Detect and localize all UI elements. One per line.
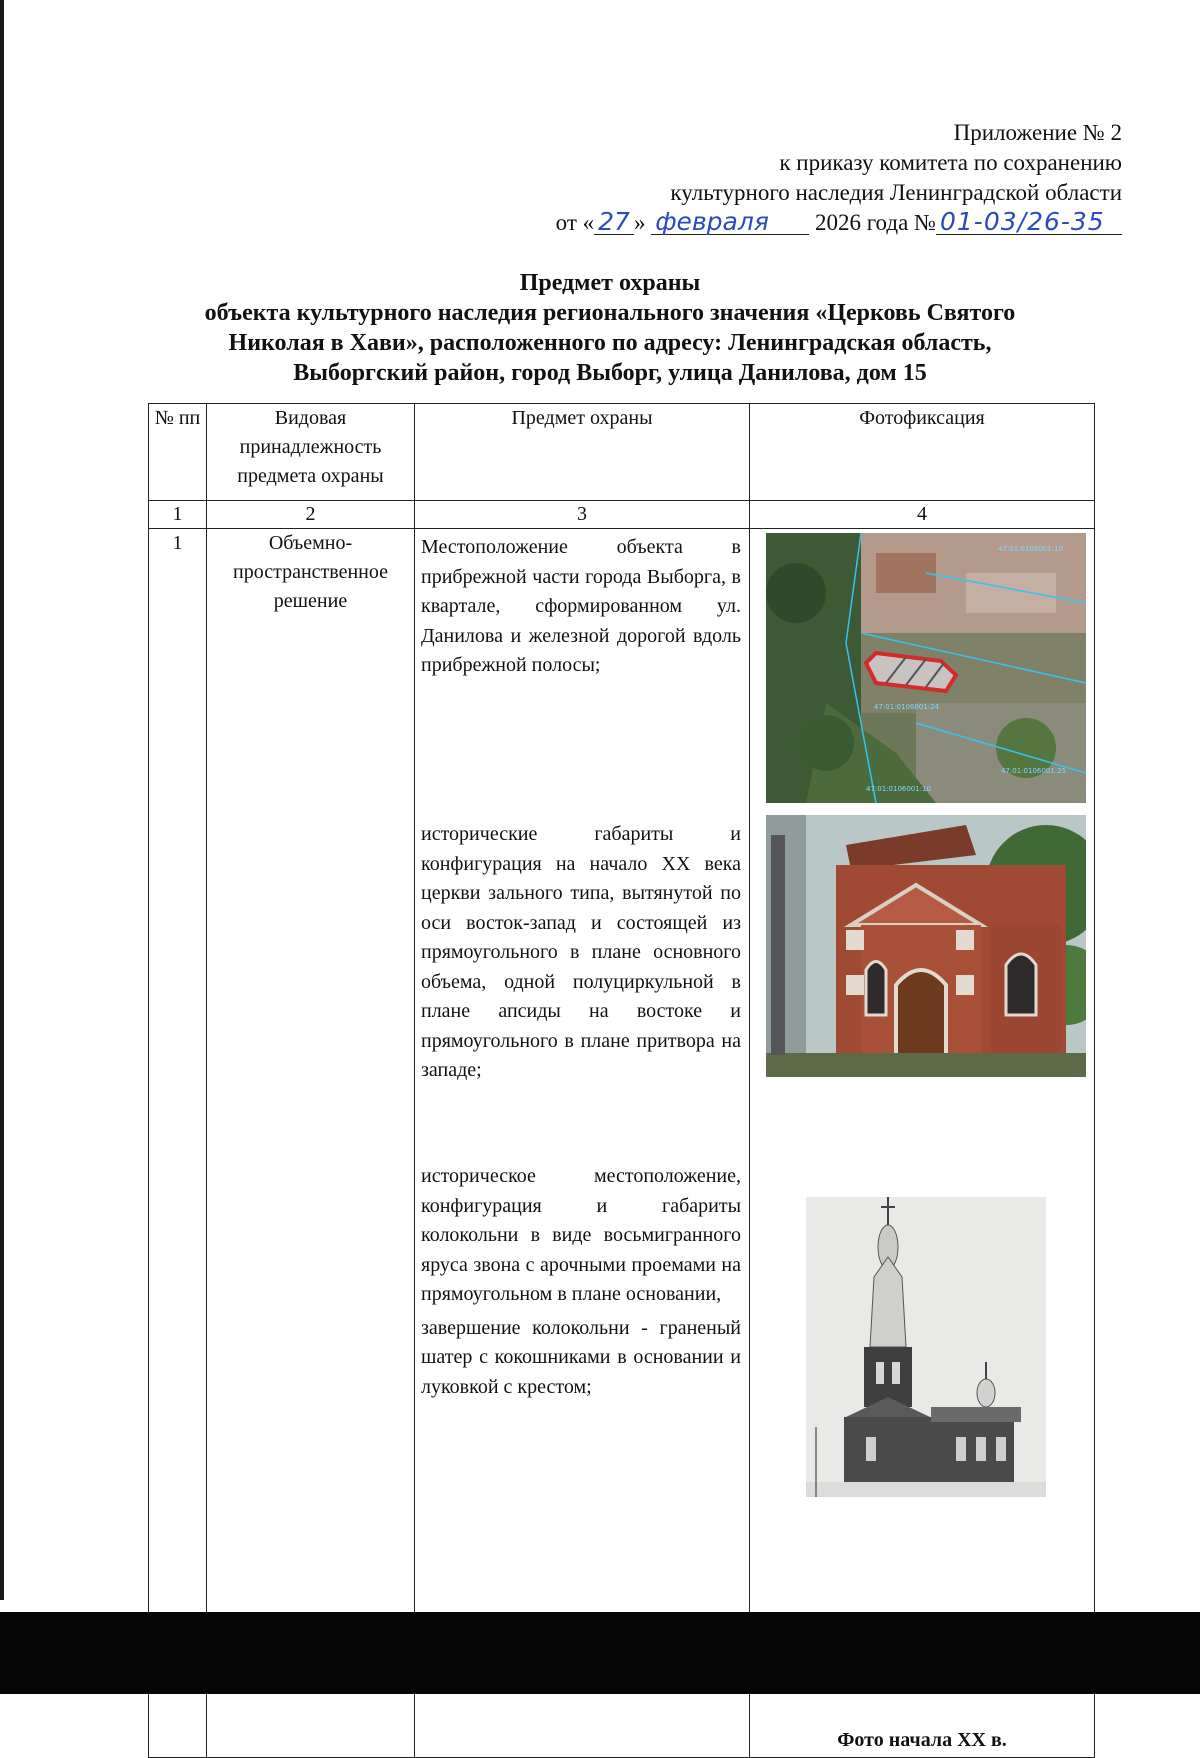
subject-item-bell-tower-top: завершение колокольни - граненый шатер с кокошниками в основании и луковкой с крестом;	[421, 1316, 741, 1398]
date-day-handwritten: 27	[594, 210, 634, 235]
document-title	[140, 268, 1080, 388]
row-category: Объемно-пространственное решение	[207, 529, 415, 1758]
scan-edge	[0, 0, 4, 1600]
subject-item-bell-tower: историческое местоположение, конфигурация и габариты колокольни в виде восьмигранного яруса звона с арочными проемами на прямоугольном в плане основании,	[421, 1165, 741, 1305]
row-number: 1	[149, 529, 207, 1758]
row-subject-cell	[415, 529, 750, 1758]
header-category: Видовая принадлежность предмета охраны	[207, 404, 415, 501]
cadastral-label: 47:01:0106001:24	[874, 703, 939, 711]
row-photo-cell	[750, 529, 1095, 1758]
red-brick-church-image	[766, 815, 1086, 1077]
appendix-title: Приложение № 2	[953, 120, 1122, 145]
date-prefix: от «	[555, 210, 595, 235]
satellite-map-image	[766, 533, 1086, 803]
header-photo: Фотофиксация	[750, 404, 1095, 501]
historic-church-photo-image	[806, 1197, 1046, 1497]
cadastral-label: 47:01:0106001:10	[998, 545, 1063, 553]
appendix-date-line	[556, 208, 1122, 238]
title-line-2: объекта культурного наследия регионального значения «Церковь Святого	[204, 300, 1016, 326]
protection-table	[148, 403, 1095, 1758]
date-month-handwritten: февраля	[651, 210, 809, 235]
column-number: 1	[149, 501, 207, 529]
title-line-1: Предмет охраны	[519, 270, 701, 296]
subject-item-location: Местоположение объекта в прибрежной части города Выборга, в квартале, сформированном ул. Данилова и железной дорогой вдоль прибрежной полосы;	[421, 536, 741, 676]
table-header-row	[149, 404, 1095, 501]
date-year: 2026 года №	[814, 210, 936, 235]
cadastral-label: 47:01:0106001:25	[1001, 767, 1066, 775]
photo-caption: Фото начала XX в.	[837, 1729, 1007, 1751]
table-row	[149, 529, 1095, 1758]
title-line-3: Николая в Хави», расположенного по адресу: Ленинградская область,	[228, 330, 992, 356]
header-subject: Предмет охраны	[415, 404, 750, 501]
cadastral-label: 47:01:0106001:10	[866, 785, 931, 793]
column-number: 2	[207, 501, 415, 529]
appendix-line-order: к приказу комитета по сохранению	[779, 150, 1122, 175]
appendix-header	[556, 118, 1122, 238]
subject-item-dimensions: исторические габариты и конфигурация на начало XX века церкви зального типа, вытянутой по оси восток-запад и состоящей из прямоугольного в плане основного объема, одной полуциркульной в плане апсиды на востоке и прямоугольного в плане притвора на западе;	[421, 823, 741, 1081]
column-number-row	[149, 501, 1095, 529]
column-number: 4	[750, 501, 1095, 529]
column-number: 3	[415, 501, 750, 529]
scan-bottom-border	[0, 1612, 1200, 1694]
header-number: № пп	[149, 404, 207, 501]
title-line-4: Выборгский район, город Выборг, улица Данилова, дом 15	[293, 360, 927, 386]
order-number-handwritten: 01-03/26-35	[936, 210, 1122, 235]
appendix-line-committee: культурного наследия Ленинградской области	[670, 180, 1122, 205]
date-mid: »	[633, 210, 646, 235]
